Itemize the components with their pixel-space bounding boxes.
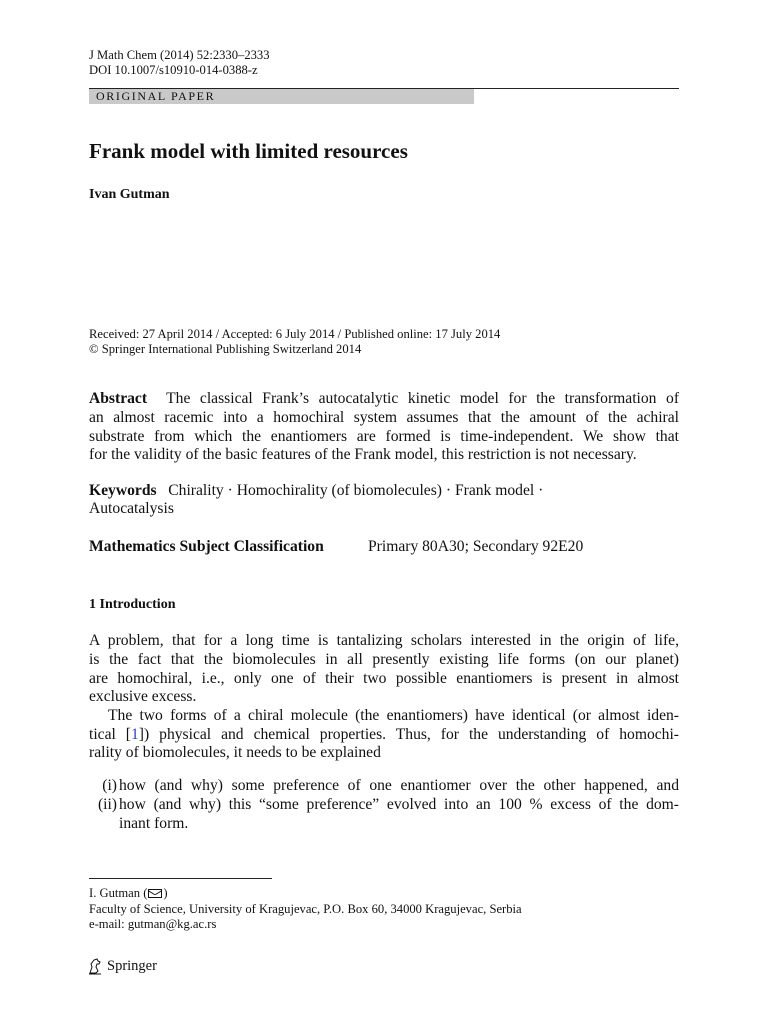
- abstract-line: an almost racemic into a homochiral system assumes that the amount of the achiral: [89, 409, 679, 426]
- keywords-list: Chirality · Homochirality (of biomolecules) · Frank model ·: [168, 482, 544, 499]
- msc-value: Primary 80A30; Secondary 92E20: [368, 538, 584, 555]
- journal-citation: J Math Chem (2014) 52:2330–2333: [89, 48, 270, 62]
- article-title: Frank model with limited resources: [89, 139, 408, 163]
- citation-link[interactable]: 1: [131, 726, 139, 743]
- msc-label: Mathematics Subject Classification: [89, 538, 324, 555]
- doi: DOI 10.1007/s10910-014-0388-z: [89, 63, 258, 77]
- list-item-label: (i): [102, 777, 117, 794]
- list-item-label: (ii): [97, 796, 117, 813]
- paragraph-line: exclusive excess.: [89, 688, 197, 705]
- paragraph-line: The two forms of a chiral molecule (the enantiomers) have identical (or almost iden-: [108, 707, 679, 724]
- paragraph-line: is the fact that the biomolecules in all presently existing life forms (on our planet): [89, 651, 679, 668]
- footnote-rule: [89, 878, 272, 879]
- footnote-author: I. Gutman ( ): [89, 886, 168, 900]
- section-heading: 1 Introduction: [89, 597, 176, 612]
- paragraph-line: rality of biomolecules, it needs to be explained: [89, 744, 381, 761]
- publisher-name: Springer: [107, 958, 157, 974]
- list-item-text: inant form.: [119, 815, 189, 832]
- abstract-line: Abstract The classical Frank’s autocatalytic kinetic model for the transformation of: [89, 390, 680, 407]
- abstract-label: Abstract: [89, 390, 148, 407]
- author-name: Ivan Gutman: [89, 187, 170, 202]
- springer-horse-icon: [88, 958, 103, 975]
- abstract-line: for the validity of the basic features of the Frank model, this restriction is not necessary.: [89, 446, 637, 463]
- paper-type: ORIGINAL PAPER: [96, 89, 216, 103]
- list-item-text: how (and why) some preference of one enantiomer over the other happened, and: [119, 777, 679, 794]
- keywords-label: Keywords: [89, 482, 157, 499]
- paragraph-line: are homochiral, i.e., only one of their two possible enantiomers is present in almost: [89, 670, 679, 687]
- envelope-icon: [148, 889, 162, 898]
- article-dates: Received: 27 April 2014 / Accepted: 6 July 2014 / Published online: 17 July 2014: [89, 327, 501, 341]
- footnote-email[interactable]: e-mail: gutman@kg.ac.rs: [89, 917, 217, 931]
- paragraph-line: tical [1]) physical and chemical properties. Thus, for the understanding of homochi-: [89, 726, 679, 743]
- keywords-line: [89, 481, 543, 500]
- springer-logo: [88, 957, 157, 975]
- abstract-line: substrate from which the enantiomers are formed is time-independent. We show that: [89, 428, 679, 445]
- keywords-continuation: Autocatalysis: [89, 500, 174, 517]
- footnote-affiliation: Faculty of Science, University of Kragujevac, P.O. Box 60, 34000 Kragujevac, Serbia: [89, 902, 522, 916]
- paragraph-line: A problem, that for a long time is tantalizing scholars interested in the origin of life,: [89, 632, 679, 649]
- copyright: © Springer International Publishing Switzerland 2014: [89, 342, 362, 356]
- list-item-text: how (and why) this “some preference” evolved into an 100 % excess of the dom-: [119, 796, 679, 813]
